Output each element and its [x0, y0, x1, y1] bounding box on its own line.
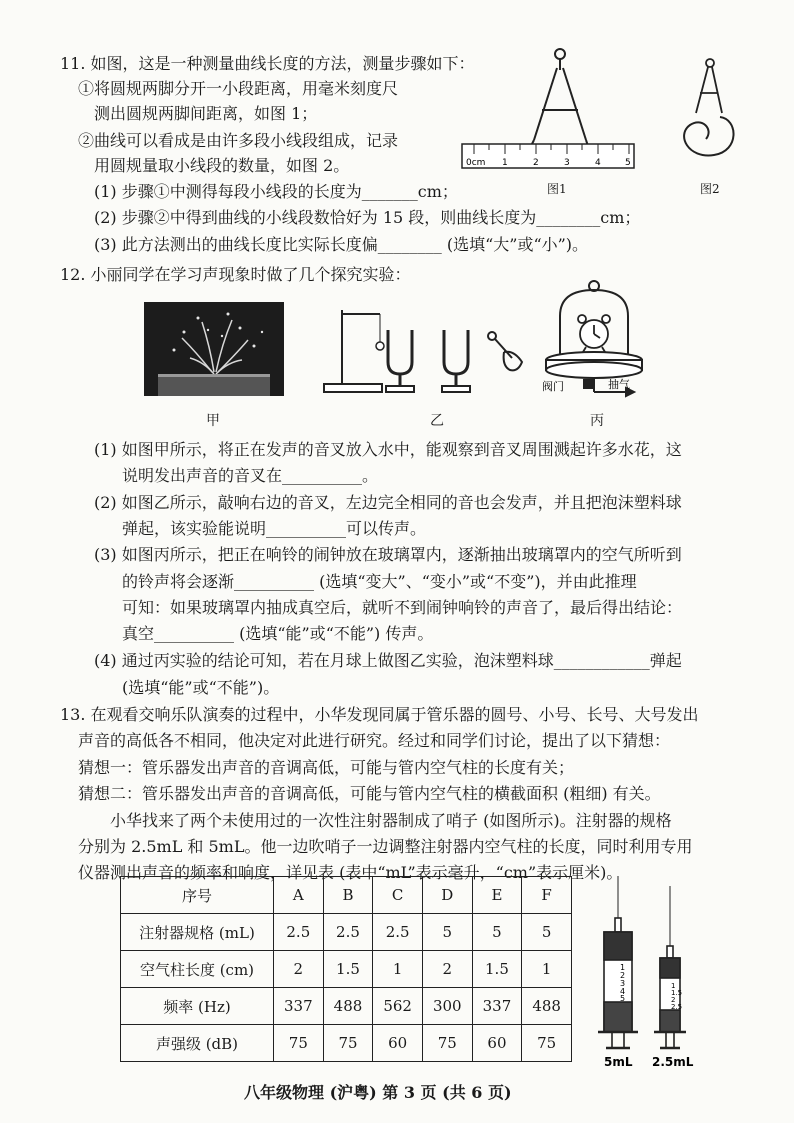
syringe-5ml-mark-2: 2: [620, 971, 626, 980]
q13-stem-cont: 声音的高低各不相同，他决定对此进行研究。经过和同学们讨论，提出了以下猜想：: [78, 731, 671, 750]
table-cell: 5: [522, 914, 572, 951]
table-row-label: 频率 (Hz): [121, 988, 274, 1025]
syringe-5ml-mark-4: 4: [620, 987, 626, 996]
table-cell: 2.5: [373, 914, 423, 951]
q11-step1-cont: 测出圆规两脚间距离，如图 1；: [94, 104, 318, 123]
table-cell: 5: [472, 914, 522, 951]
table-row: [121, 914, 572, 951]
q12-stem: 12. 小丽同学在学习声现象时做了几个探究实验：: [60, 265, 411, 284]
syringe-2.5ml-icon: [654, 886, 686, 1048]
table-cell: 337: [274, 988, 324, 1025]
q11-sub1: (1) 步骤①中测得每段小线段的长度为_______cm；: [94, 182, 458, 201]
figure-bing-caption: 丙: [590, 413, 604, 429]
figure-yi-caption: 乙: [430, 413, 444, 429]
q12-sub4: (4) 通过丙实验的结论可知，若在月球上做图乙实验，泡沫塑料球____________弹起: [94, 651, 682, 670]
table-header-cell: A: [274, 877, 324, 914]
page-footer: 八年级物理 (沪粤) 第 3 页 (共 6 页): [244, 1083, 512, 1102]
q12-sub4-cont: (选填“能”或“不能”)。: [122, 678, 280, 697]
syringe-5ml-mark-1: 1: [620, 963, 626, 972]
table-row: [121, 988, 572, 1025]
q11-sub2: (2) 步骤②中得到曲线的小线段数恰好为 15 段，则曲线长度为________cm；: [94, 208, 641, 227]
tuning-fork-left-icon: [386, 330, 414, 392]
table-cell: 75: [274, 1025, 324, 1062]
syringe-2.5ml-mark-1.5: 1.5: [671, 989, 683, 997]
table-header-cell: D: [422, 877, 472, 914]
q12-sub1-cont: 说明发出声音的音叉在__________。: [122, 466, 379, 485]
q12-sub3-cont2: 可知：如果玻璃罩内抽成真空后，就听不到闹钟响铃的声音了，最后得出结论：: [122, 598, 683, 617]
data-table: [120, 876, 572, 1062]
table-cell: 2.5: [274, 914, 324, 951]
table-cell: 60: [472, 1025, 522, 1062]
q11-stem: 11. 如图，这是一种测量曲线长度的方法，测量步骤如下：: [60, 54, 475, 73]
table-cell: 75: [323, 1025, 373, 1062]
alarm-clock-icon: [578, 315, 610, 352]
table-cell: 60: [373, 1025, 423, 1062]
table-header-cell: E: [472, 877, 522, 914]
ruler-tick-3: 3: [564, 158, 570, 168]
syringe-5ml-icon: [598, 876, 638, 1048]
q13-stem: 13. 在观看交响乐队演奏的过程中，小华发现同属于管乐器的圆号、小号、长号、大号发出: [60, 705, 699, 724]
table-row: [121, 951, 572, 988]
valve-label: 阀门: [542, 380, 564, 393]
spiral-curve: [684, 117, 733, 155]
table-cell: 337: [472, 988, 522, 1025]
table-cell: 1: [373, 951, 423, 988]
table-cell: 1: [522, 951, 572, 988]
ruler-tick-5: 5: [625, 158, 631, 168]
table-row: [121, 1025, 572, 1062]
foam-ball: [376, 342, 384, 350]
q12-sub3-cont3: 真空__________ (选填“能”或“不能”) 传声。: [122, 624, 434, 643]
table-cell: 75: [522, 1025, 572, 1062]
q12-sub1: (1) 如图甲所示，将正在发声的音叉放入水中，能观察到音叉周围溅起许多水花，这: [94, 440, 682, 459]
figure2-caption: 图2: [700, 182, 720, 196]
table-cell: 1.5: [472, 951, 522, 988]
figure-syringes: [590, 872, 700, 1072]
figure2-compass-curve: [668, 55, 748, 175]
figure-jia-water-splash: [144, 302, 284, 396]
q13-desc2: 分别为 2.5mL 和 5mL。他一边吹哨子一边调整注射器内空气柱的长度，同时利用专用: [78, 837, 693, 856]
table-header-cell: B: [323, 877, 373, 914]
q12-sub3-cont1: 的铃声将会逐渐__________ (选填“变大”、“变小”或“不变”)，并由此推理: [122, 572, 637, 591]
syringe-2.5ml-label: 2.5mL: [652, 1055, 694, 1069]
q13-hypothesis2: 猜想二：管乐器发出声音的音调高低，可能与管内空气柱的横截面积 (粗细) 有关。: [78, 784, 661, 803]
table-row-label: 注射器规格 (mL): [121, 914, 274, 951]
table-header-cell: 序号: [121, 877, 274, 914]
ruler-tick-2: 2: [533, 158, 539, 168]
syringe-5ml-mark-5: 5: [620, 994, 626, 1003]
ruler-tick-1: 1: [502, 158, 508, 168]
q12-sub2: (2) 如图乙所示，敲响右边的音叉，左边完全相同的音也会发声，并且把泡沫塑料球: [94, 493, 682, 512]
tuning-fork-right-icon: [442, 330, 470, 392]
q11-sub3: (3) 此方法测出的曲线长度比实际长度偏________ (选填“大”或“小”)。: [94, 235, 589, 254]
table-cell: 5: [422, 914, 472, 951]
q12-sub3: (3) 如图丙所示，把正在响铃的闹钟放在玻璃罩内，逐渐抽出玻璃罩内的空气所听到: [94, 545, 682, 564]
q13-desc3: 仪器测出声音的频率和响度，详见表 (表中“mL”表示毫升，“cm”表示厘米)。: [78, 863, 623, 882]
table-cell: 2: [274, 951, 324, 988]
pump-label: 抽气: [608, 378, 630, 391]
q11-step2-cont: 用圆规量取小线段的数量，如图 2。: [94, 156, 350, 175]
table-cell: 488: [522, 988, 572, 1025]
figure-yi-tuning-forks: [318, 300, 528, 400]
table-cell: 1.5: [323, 951, 373, 988]
syringe-2.5ml-mark-2.5: 2.5: [671, 1003, 683, 1011]
table-header-cell: F: [522, 877, 572, 914]
compass-icon: [531, 49, 588, 146]
table-cell: 488: [323, 988, 373, 1025]
ruler: [462, 144, 634, 168]
q11-step2: ②曲线可以看成是由许多段小线段组成，记录: [78, 131, 399, 150]
q13-desc1: 小华找来了两个未使用过的一次性注射器制成了哨子 (如图所示)。注射器的规格: [110, 811, 672, 830]
table-row-label: 空气柱长度 (cm): [121, 951, 274, 988]
q13-hypothesis1: 猜想一：管乐器发出声音的音调高低，可能与管内空气柱的长度有关；: [78, 758, 575, 777]
table-cell: 562: [373, 988, 423, 1025]
syringe-5ml-label: 5mL: [604, 1055, 633, 1069]
ruler-tick-0: 0cm: [466, 158, 486, 168]
table-cell: 2.5: [323, 914, 373, 951]
hammer-hand-icon: [488, 332, 522, 370]
figure1-caption: 图1: [547, 182, 567, 196]
table-cell: 75: [422, 1025, 472, 1062]
figure-jia-caption: 甲: [206, 413, 220, 429]
table-header-row: [121, 877, 572, 914]
syringe-2.5ml-mark-2: 2: [671, 996, 676, 1004]
syringe-5ml-mark-3: 3: [620, 979, 626, 988]
syringe-2.5ml-mark-1: 1: [671, 982, 676, 990]
table-row-label: 声强级 (dB): [121, 1025, 274, 1062]
figure-bing-bell-jar: [538, 276, 658, 406]
compass-icon: [696, 59, 722, 113]
q11-step1: ①将圆规两脚分开一小段距离，用毫米刻度尺: [78, 79, 399, 98]
table-header-cell: C: [373, 877, 423, 914]
ruler-tick-4: 4: [595, 158, 601, 168]
figure1-compass-ruler: [460, 40, 640, 170]
q12-sub2-cont: 弹起，该实验能说明__________可以传声。: [122, 519, 427, 538]
table-cell: 2: [422, 951, 472, 988]
table-cell: 300: [422, 988, 472, 1025]
